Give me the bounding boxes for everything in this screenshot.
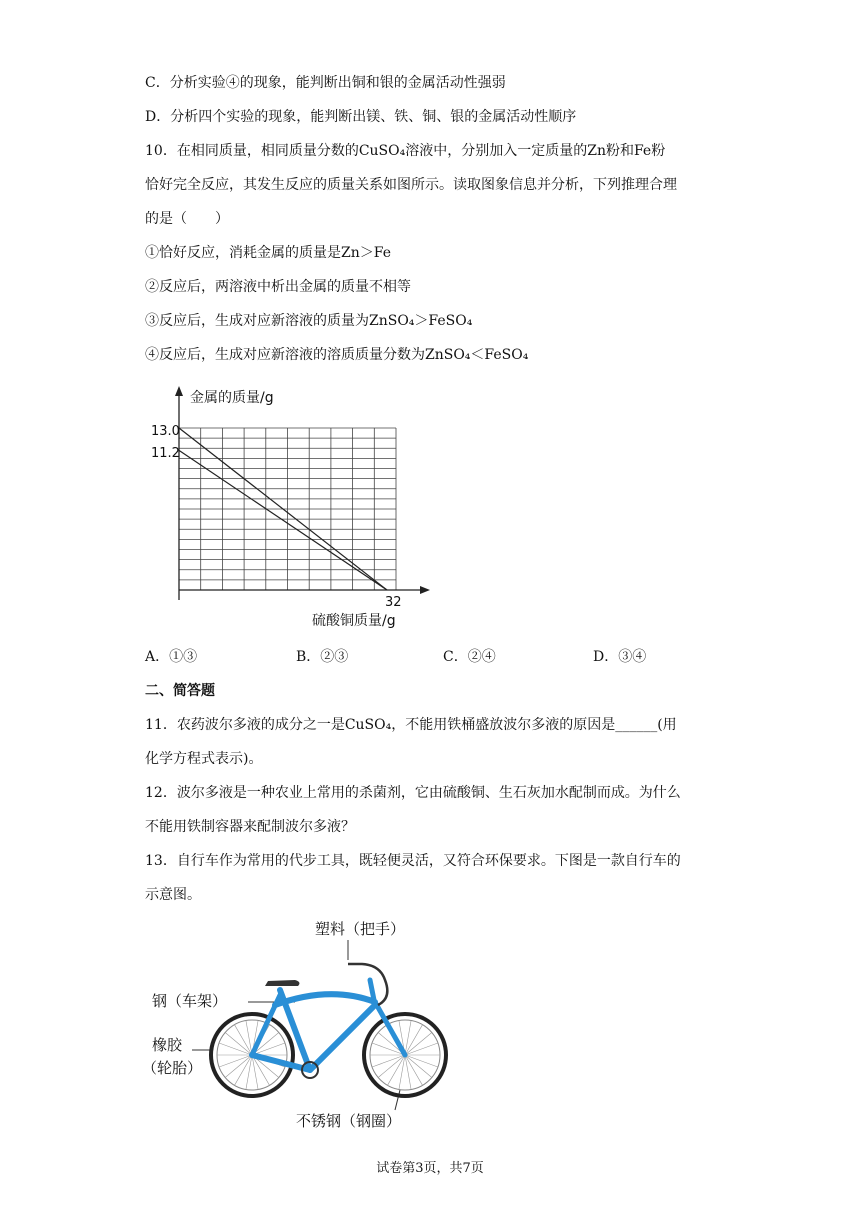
statement-3: ③反应后，生成对应新溶液的质量为ZnSO₄＞FeSO₄ [145, 313, 473, 329]
chart-grid [179, 428, 396, 590]
y-tick-11-2: 11.2 [151, 446, 180, 461]
option-a[interactable]: A．①③ [145, 649, 198, 665]
spoke [378, 1055, 405, 1077]
statement-1: ①恰好反应，消耗金属的质量是Zn＞Fe [145, 245, 391, 261]
q10-line-3: 的是（ ） [145, 211, 229, 227]
y-tick-13: 13.0 [151, 424, 180, 439]
spoke [225, 1055, 252, 1077]
option-c[interactable]: C．②④ [443, 649, 496, 665]
page-footer: 试卷第3页，共7页 [376, 1161, 484, 1176]
label-rim: 不锈钢（钢圈） [296, 1112, 402, 1130]
statement-4: ④反应后，生成对应新溶液的溶质质量分数为ZnSO₄＜FeSO₄ [145, 347, 529, 363]
q10-line-1: 10．在相同质量，相同质量分数的CuSO₄溶液中，分别加入一定质量的Zn粉和Fe粉 [145, 143, 666, 159]
option-b[interactable]: B．②③ [296, 649, 349, 665]
q11-line-1: 11．农药波尔多液的成分之一是CuSO₄，不能用铁桶盛放波尔多液的原因是______(用 [145, 717, 677, 733]
section-heading: 二、简答题 [145, 683, 215, 699]
x-axis-label: 硫酸铜质量/g [312, 613, 396, 629]
spoke [405, 1055, 432, 1077]
y-axis-arrow [175, 386, 183, 396]
spoke [372, 1055, 405, 1067]
option-c-line: C．分析实验④的现象，能判断出铜和银的金属活动性强弱 [145, 75, 506, 91]
mass-chart [140, 380, 440, 635]
option-d[interactable]: D．③④ [593, 649, 647, 665]
label-frame: 钢（车架） [152, 992, 228, 1010]
bike-frame [252, 980, 405, 1070]
series-line-2 [179, 450, 387, 590]
q13-line-1: 13．自行车作为常用的代步工具，既轻便灵活，又符合环保要求。下图是一款自行车的 [145, 853, 681, 869]
spoke [225, 1033, 252, 1055]
label-tire-2: （轮胎） [142, 1059, 203, 1077]
option-d-line: D．分析四个实验的现象，能判断出镁、铁、铜、银的金属活动性顺序 [145, 109, 577, 125]
bike-saddle [265, 980, 299, 986]
spoke [405, 1043, 438, 1055]
q12-line-1: 12．波尔多液是一种农业上常用的杀菌剂，它由硫酸铜、生石灰加水配制而成。为什么 [145, 785, 681, 801]
spoke [219, 1055, 252, 1067]
x-tick-32: 32 [385, 595, 402, 610]
q12-line-2: 不能用铁制容器来配制波尔多液？ [145, 819, 355, 835]
label-tire-1: 橡胶 [152, 1036, 183, 1054]
label-handle: 塑料（把手） [315, 920, 406, 938]
q11-line-2: 化学方程式表示)。 [145, 751, 263, 767]
spoke [219, 1043, 252, 1055]
x-axis-arrow [420, 586, 430, 594]
spoke [405, 1033, 432, 1055]
bicycle-diagram [130, 910, 460, 1135]
q13-line-2: 示意图。 [145, 887, 201, 903]
statement-2: ②反应后，两溶液中析出金属的质量不相等 [145, 279, 411, 295]
q10-line-2: 恰好完全反应，其发生反应的质量关系如图所示。读取图象信息并分析，下列推理合理 [145, 177, 677, 193]
y-axis-label: 金属的质量/g [190, 390, 274, 406]
spoke [405, 1055, 438, 1067]
